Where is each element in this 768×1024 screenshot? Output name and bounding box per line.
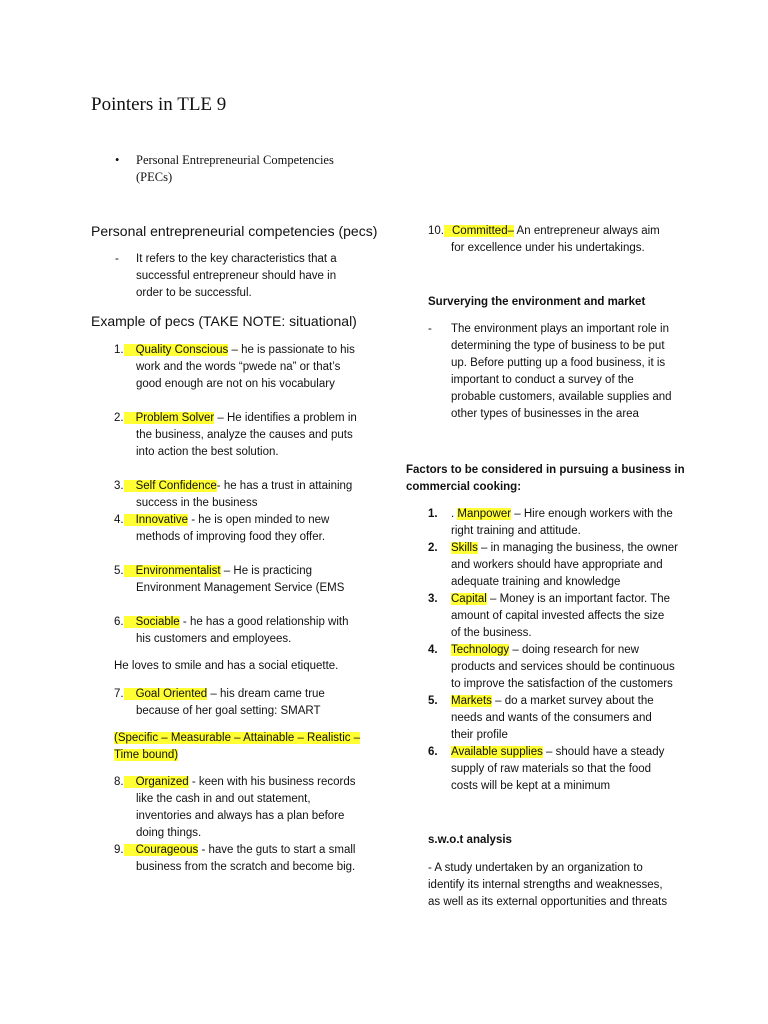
factor-text-line: products and services should be continuous — [451, 661, 675, 673]
pec-item-goal-oriented — [114, 686, 325, 703]
factor-skills — [451, 540, 678, 557]
item-text: - have the guts to start a small — [198, 844, 356, 856]
item-text-line: business from the scratch and become big. — [136, 861, 356, 873]
factor-text-line: needs and wants of the consumers and — [451, 712, 652, 724]
factor-label: Technology — [451, 644, 510, 656]
factor-text: – Hire enough workers with the — [511, 508, 673, 520]
factor-technology — [451, 642, 639, 659]
item-text-line: for excellence under his undertakings. — [451, 242, 645, 254]
item-label: Problem Solver — [124, 412, 215, 424]
factor-text: – should have a steady — [542, 746, 665, 758]
survey-line-4: important to conduct a survey of the — [451, 374, 634, 386]
pec-item-problem-solver — [114, 410, 357, 427]
bullet-line-2: (PECs) — [136, 170, 173, 184]
heading-factors-1: Factors to be considered in pursuing a business in — [406, 464, 685, 476]
item-text: – his dream came true — [207, 688, 325, 700]
survey-dash: - — [428, 323, 432, 335]
item-text-line: his customers and employees. — [136, 633, 292, 645]
item-label: Committed– — [444, 225, 514, 237]
pec-item-innovative — [114, 512, 329, 529]
item-text: - he is open minded to new — [188, 514, 330, 526]
bullet-marker: • — [115, 153, 120, 167]
bullet-line-1: Personal Entrepreneurial Competencies — [136, 153, 334, 167]
factor-number: 2. — [428, 542, 438, 554]
factor-label: Markets — [451, 695, 492, 707]
factor-number: 5. — [428, 695, 438, 707]
item-label: Sociable — [124, 616, 180, 628]
factor-text-line: supply of raw materials so that the food — [451, 763, 652, 775]
item-label: Environmentalist — [124, 565, 221, 577]
item-text-line: success in the business — [136, 497, 258, 509]
factor-number: 6. — [428, 746, 438, 758]
factor-text-line: costs will be kept at a minimum — [451, 780, 611, 792]
page-title: Pointers in TLE 9 — [91, 94, 227, 115]
item-text: - he has a good relationship with — [179, 616, 349, 628]
item-number: 9. — [114, 844, 124, 856]
factor-text-line: of the business. — [451, 627, 532, 639]
item-text-line: because of her goal setting: SMART — [136, 705, 321, 717]
survey-line-3: up. Before putting up a food business, it is — [451, 357, 666, 369]
item-label: Goal Oriented — [124, 688, 208, 700]
pec-item-committed — [428, 223, 660, 240]
factor-text: – doing research for new — [509, 644, 639, 656]
pec-item-organized — [114, 774, 355, 791]
item-label: Organized — [124, 776, 189, 788]
definition-line-1: It refers to the key characteristics that a — [136, 253, 337, 265]
factor-text: – do a market survey about the — [491, 695, 654, 707]
smart-line-1: (Specific – Measurable – Attainable – Realistic – — [114, 732, 361, 744]
factor-text: – in managing the business, the owner — [477, 542, 678, 554]
item-text-line: good enough are not on his vocabulary — [136, 378, 335, 390]
survey-line-1: The environment plays an important role in — [451, 323, 669, 335]
heading-examples: Example of pecs (TAKE NOTE: situational) — [91, 313, 357, 329]
item-number: 8. — [114, 776, 124, 788]
item-text: – he is passionate to his — [228, 344, 355, 356]
factor-label: Available supplies — [451, 746, 543, 758]
item-label: Courageous — [124, 844, 199, 856]
survey-line-2: determining the type of business to be put — [451, 340, 665, 352]
item-number: 1. — [114, 344, 124, 356]
smart-line-2: Time bound) — [114, 749, 179, 761]
item-number: 4. — [114, 514, 124, 526]
item-label: Innovative — [124, 514, 188, 526]
item-text-line: the business, analyze the causes and puts — [136, 429, 353, 441]
swot-line-3: as well as its external opportunities and threats — [428, 896, 668, 908]
factor-label: Manpower — [457, 508, 512, 520]
item-text: - he has a trust in attaining — [216, 480, 353, 492]
factor-text-line: their profile — [451, 729, 508, 741]
item-text-line: into action the best solution. — [136, 446, 279, 458]
item-text: – He identifies a problem in — [214, 412, 357, 424]
heading-swot: s.w.o.t analysis — [428, 834, 512, 846]
pec-item-environmentalist — [114, 563, 312, 580]
item-number: 10. — [428, 225, 444, 237]
item-label: Self Confidence — [124, 480, 217, 492]
factor-number: 1. — [428, 508, 438, 520]
factor-number: 3. — [428, 593, 438, 605]
factor-text-line: adequate training and knowledge — [451, 576, 621, 588]
item-number: 2. — [114, 412, 124, 424]
factor-text-line: to improve the satisfaction of the customers — [451, 678, 673, 690]
factor-markets — [451, 693, 654, 710]
item-number: 7. — [114, 688, 124, 700]
factor-prefix: . — [451, 508, 458, 520]
factor-text-line: and workers should have appropriate and — [451, 559, 663, 571]
heading-pecs: Personal entrepreneurial competencies (pecs) — [91, 223, 378, 239]
factor-capital — [451, 591, 670, 608]
item-text-line: like the cash in and out statement, — [136, 793, 311, 805]
definition-line-2: successful entrepreneur should have in — [136, 270, 337, 282]
pec-item-quality — [114, 342, 355, 359]
factor-text-line: right training and attitude. — [451, 525, 581, 537]
social-note: He loves to smile and has a social etiquette. — [114, 660, 339, 672]
factor-available-supplies — [451, 744, 664, 761]
item-text: An entrepreneur always aim — [514, 225, 660, 237]
item-text-line: work and the words “pwede na” or that’s — [136, 361, 341, 373]
heading-factors-2: commercial cooking: — [406, 481, 522, 493]
factor-number: 4. — [428, 644, 438, 656]
item-number: 3. — [114, 480, 124, 492]
pec-item-sociable — [114, 614, 349, 631]
heading-survey: Surverying the environment and market — [428, 296, 646, 308]
item-text-line: methods of improving food they offer. — [136, 531, 326, 543]
factor-manpower — [451, 506, 673, 523]
item-text: - keen with his business records — [188, 776, 356, 788]
pec-item-self-confidence — [114, 478, 352, 495]
factor-label: Skills — [451, 542, 478, 554]
item-number: 5. — [114, 565, 124, 577]
definition-line-3: order to be successful. — [136, 287, 252, 299]
factor-text-line: amount of capital invested affects the size — [451, 610, 665, 622]
swot-line-2: identify its internal strengths and weaknesses, — [428, 879, 663, 891]
item-number: 6. — [114, 616, 124, 628]
factor-text: – Money is an important factor. The — [486, 593, 671, 605]
pec-item-courageous — [114, 842, 356, 859]
swot-line-1: - A study undertaken by an organization to — [428, 862, 643, 874]
factor-label: Capital — [451, 593, 487, 605]
definition-dash: - — [115, 253, 119, 265]
item-text-line: Environment Management Service (EMS — [136, 582, 345, 594]
item-text: – He is practicing — [220, 565, 313, 577]
item-text-line: inventories and always has a plan before — [136, 810, 345, 822]
survey-line-5: probable customers, available supplies and — [451, 391, 672, 403]
survey-line-6: other types of businesses in the area — [451, 408, 639, 420]
item-text-line: doing things. — [136, 827, 202, 839]
item-label: Quality Conscious — [124, 344, 229, 356]
